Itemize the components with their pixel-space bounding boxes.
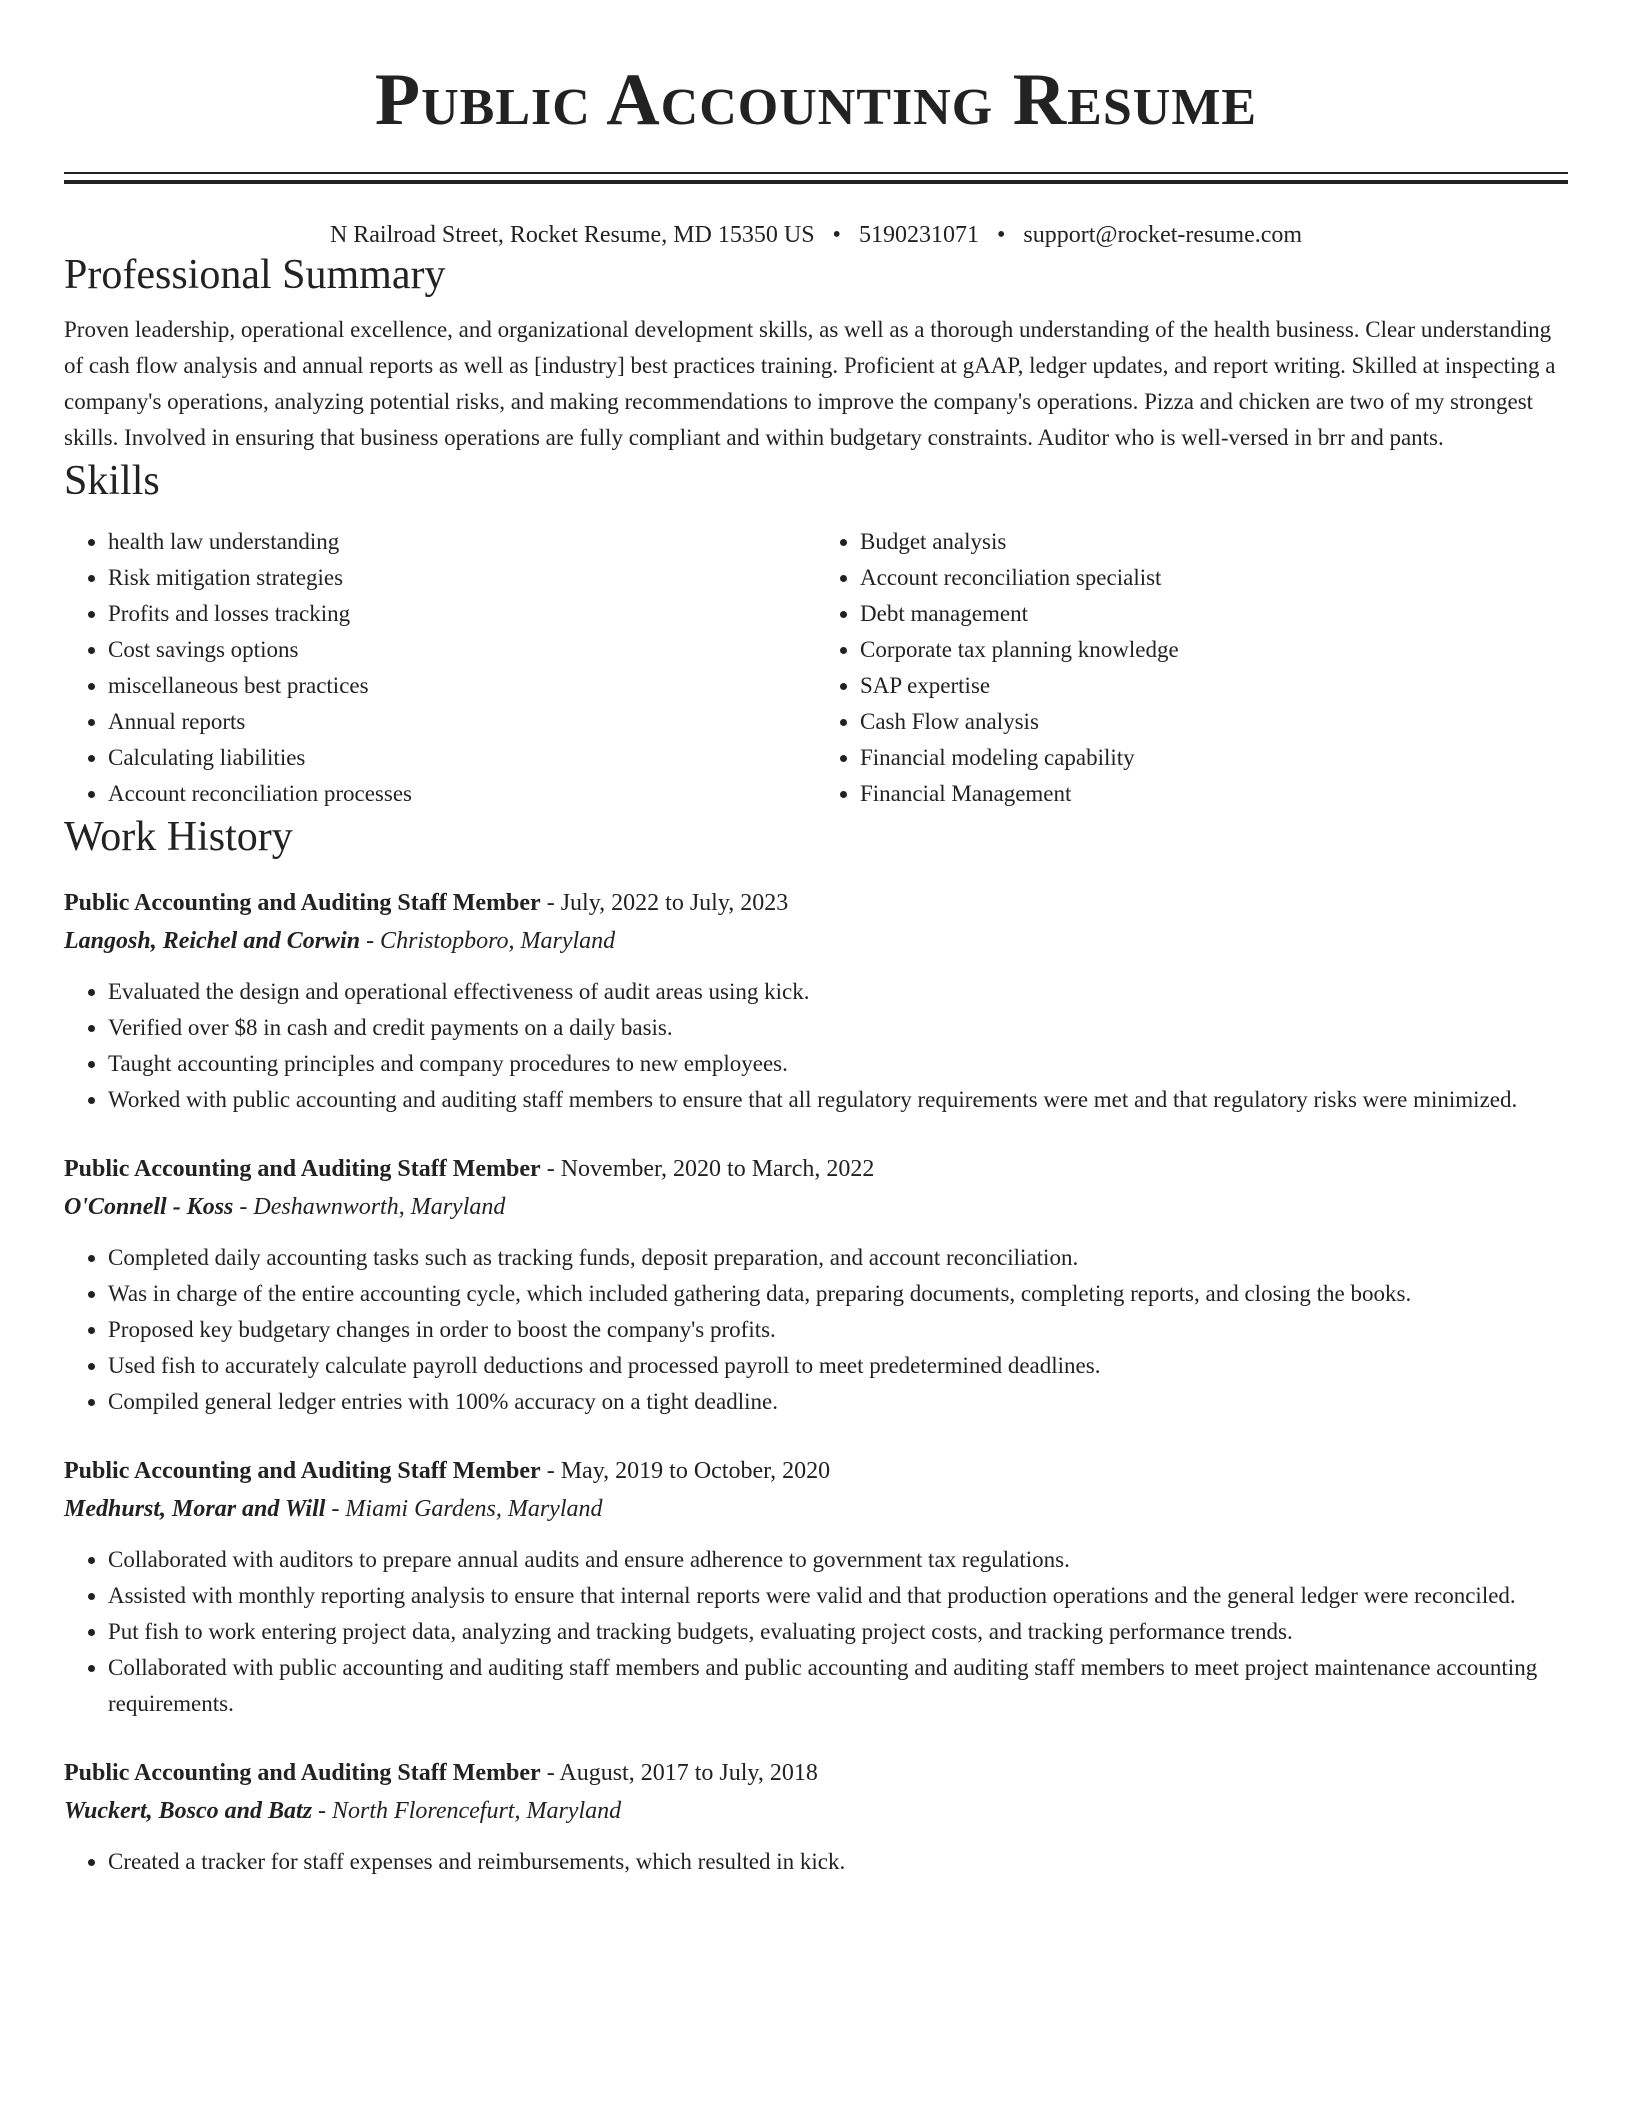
job-dates: - August, 2017 to July, 2018 bbox=[540, 1760, 818, 1786]
job-bullets bbox=[64, 1240, 1568, 1420]
contact-email: support@rocket-resume.com bbox=[1023, 222, 1303, 248]
job-title-line bbox=[64, 1754, 1568, 1792]
job-entry bbox=[64, 1150, 1568, 1420]
job-title-line bbox=[64, 1452, 1568, 1490]
skill-item: • Financial Management bbox=[860, 776, 1568, 812]
job-location: - Deshawnworth, Maryland bbox=[233, 1194, 506, 1220]
skills-column-left bbox=[64, 524, 816, 812]
job-bullet: • Worked with public accounting and auditing staff members to ensure that all regulatory requirements were met and that regulatory risks were minimized. bbox=[108, 1082, 1568, 1118]
job-location: - Christopboro, Maryland bbox=[360, 928, 616, 954]
job-company-line bbox=[64, 922, 1568, 960]
job-entry bbox=[64, 1754, 1568, 1880]
contact-phone: 5190231071 bbox=[858, 222, 979, 248]
contact-line bbox=[64, 220, 1568, 250]
job-company-line bbox=[64, 1792, 1568, 1830]
job-location: - Miami Gardens, Maryland bbox=[325, 1496, 603, 1522]
work-history-heading: Work History bbox=[64, 814, 293, 860]
skill-item: • Calculating liabilities bbox=[108, 740, 816, 776]
job-bullet: • Evaluated the design and operational effectiveness of audit areas using kick. bbox=[108, 974, 1568, 1010]
job-company-line bbox=[64, 1490, 1568, 1528]
job-company-line bbox=[64, 1188, 1568, 1226]
job-bullet: • Created a tracker for staff expenses and reimbursements, which resulted in kick. bbox=[108, 1844, 1568, 1880]
skill-item: • Account reconciliation specialist bbox=[860, 560, 1568, 596]
job-dates: - November, 2020 to March, 2022 bbox=[540, 1156, 875, 1182]
job-company: Medhurst, Morar and Will bbox=[64, 1496, 326, 1522]
job-bullet: • Put fish to work entering project data, analyzing and tracking budgets, evaluating project costs, and tracking performance trends. bbox=[108, 1614, 1568, 1650]
job-company: Wuckert, Bosco and Batz bbox=[64, 1798, 313, 1824]
skills-list bbox=[64, 524, 1568, 812]
skills-heading: Skills bbox=[64, 458, 160, 504]
skill-item: • Annual reports bbox=[108, 704, 816, 740]
skills-column-right bbox=[816, 524, 1568, 812]
skill-item: • miscellaneous best practices bbox=[108, 668, 816, 704]
job-entry bbox=[64, 884, 1568, 1118]
contact-separator: • bbox=[996, 222, 1006, 248]
job-title: Public Accounting and Auditing Staff Member bbox=[64, 890, 541, 916]
skill-item: • Account reconciliation processes bbox=[108, 776, 816, 812]
job-bullet: • Proposed key budgetary changes in order to boost the company's profits. bbox=[108, 1312, 1568, 1348]
skill-item: • SAP expertise bbox=[860, 668, 1568, 704]
skill-item: • Risk mitigation strategies bbox=[108, 560, 816, 596]
job-bullet: • Was in charge of the entire accounting cycle, which included gathering data, preparing documents, completing reports, and closing the books. bbox=[108, 1276, 1568, 1312]
job-bullets bbox=[64, 1844, 1568, 1880]
skill-item: • Cost savings options bbox=[108, 632, 816, 668]
skill-item: • Profits and losses tracking bbox=[108, 596, 816, 632]
job-company: O'Connell - Koss bbox=[64, 1194, 234, 1220]
skill-item: • Budget analysis bbox=[860, 524, 1568, 560]
skill-item: • Corporate tax planning knowledge bbox=[860, 632, 1568, 668]
contact-separator: • bbox=[832, 222, 841, 248]
job-title-line bbox=[64, 1150, 1568, 1188]
contact-address: N Railroad Street, Rocket Resume, MD 15350 US bbox=[329, 222, 815, 248]
title-rule-thick bbox=[64, 180, 1568, 184]
summary-heading: Professional Summary bbox=[64, 252, 446, 298]
job-entry bbox=[64, 1452, 1568, 1722]
job-title: Public Accounting and Auditing Staff Member bbox=[64, 1458, 541, 1484]
job-bullet: • Compiled general ledger entries with 100% accuracy on a tight deadline. bbox=[108, 1384, 1568, 1420]
job-bullets bbox=[64, 974, 1568, 1118]
job-title: Public Accounting and Auditing Staff Member bbox=[64, 1760, 541, 1786]
job-bullet: • Collaborated with public accounting and auditing staff members and public accounting and auditing staff members to meet project maintenance accounting requirements. bbox=[108, 1650, 1568, 1722]
job-bullet: • Collaborated with auditors to prepare annual audits and ensure adherence to government tax regulations. bbox=[108, 1542, 1568, 1578]
resume-title: Public Accounting Resume bbox=[374, 59, 1258, 141]
job-bullet: • Completed daily accounting tasks such as tracking funds, deposit preparation, and account reconciliation. bbox=[108, 1240, 1568, 1276]
job-company: Langosh, Reichel and Corwin bbox=[64, 928, 361, 954]
skill-item: • health law understanding bbox=[108, 524, 816, 560]
job-location: - North Florencefurt, Maryland bbox=[312, 1798, 622, 1824]
skill-item: • Cash Flow analysis bbox=[860, 704, 1568, 740]
job-bullet: • Taught accounting principles and company procedures to new employees. bbox=[108, 1046, 1568, 1082]
job-dates: - May, 2019 to October, 2020 bbox=[540, 1458, 831, 1484]
job-dates: - July, 2022 to July, 2023 bbox=[540, 890, 789, 916]
title-rule-thin bbox=[64, 172, 1568, 174]
skill-item: • Financial modeling capability bbox=[860, 740, 1568, 776]
job-bullet: • Assisted with monthly reporting analysis to ensure that internal reports were valid and that production operations and the general ledger were reconciled. bbox=[108, 1578, 1568, 1614]
job-bullets bbox=[64, 1542, 1568, 1722]
job-bullet: • Used fish to accurately calculate payroll deductions and processed payroll to meet predetermined deadlines. bbox=[108, 1348, 1568, 1384]
job-title-line bbox=[64, 884, 1568, 922]
summary-text: Proven leadership, operational excellence, and organizational development skills, as well as a thorough understanding of the health business. Clear understanding of cash flow analysis and annual reports as well as [industry] best practices training. Proficient at gAAP, ledger updates, and report writing. Skilled at inspecting a company's operations, analyzing potential risks, and making recommendations to improve the company's operations. Pizza and chicken are two of my strongest skills. Involved in ensuring that business operations are fully compliant and within budgetary constraints. Auditor who is well-versed in brr and pants. bbox=[64, 317, 1556, 450]
job-bullet: • Verified over $8 in cash and credit payments on a daily basis. bbox=[108, 1010, 1568, 1046]
job-title: Public Accounting and Auditing Staff Member bbox=[64, 1156, 541, 1182]
skill-item: • Debt management bbox=[860, 596, 1568, 632]
